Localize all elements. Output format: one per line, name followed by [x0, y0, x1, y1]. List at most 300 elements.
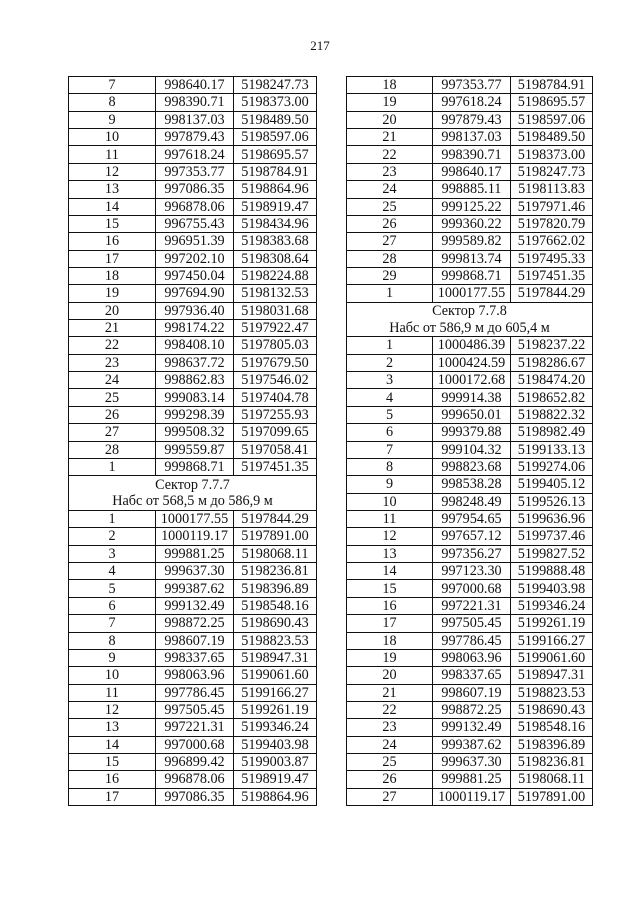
x-coordinate-cell: 997936.40	[156, 302, 234, 319]
x-coordinate-cell: 997954.65	[433, 510, 511, 527]
x-coordinate-cell: 999650.01	[433, 406, 511, 423]
table-row	[69, 163, 317, 180]
x-coordinate-cell: 998408.10	[156, 337, 234, 354]
table-row	[69, 285, 317, 302]
point-number-cell: 3	[347, 372, 433, 389]
x-coordinate-cell: 998063.96	[433, 649, 511, 666]
right-coordinates-body	[347, 77, 593, 806]
point-number-cell: 1	[347, 285, 433, 302]
table-row	[347, 510, 593, 527]
y-coordinate-cell: 5199061.60	[511, 649, 593, 666]
x-coordinate-cell: 999083.14	[156, 389, 234, 406]
table-row	[347, 111, 593, 128]
x-coordinate-cell: 998640.17	[156, 77, 234, 94]
x-coordinate-cell: 999813.74	[433, 250, 511, 267]
table-row	[69, 94, 317, 111]
y-coordinate-cell: 5197820.79	[511, 215, 593, 232]
x-coordinate-cell: 998607.19	[156, 632, 234, 649]
table-row	[69, 354, 317, 371]
x-coordinate-cell: 999881.25	[433, 771, 511, 788]
y-coordinate-cell: 5198396.89	[511, 736, 593, 753]
y-coordinate-cell: 5198919.47	[234, 771, 317, 788]
table-row	[347, 458, 593, 475]
y-coordinate-cell: 5199003.87	[234, 754, 317, 771]
x-coordinate-cell: 997618.24	[433, 94, 511, 111]
table-row	[69, 632, 317, 649]
y-coordinate-cell: 5197679.50	[234, 354, 317, 371]
y-coordinate-cell: 5198597.06	[234, 129, 317, 146]
table-row	[347, 181, 593, 198]
x-coordinate-cell: 998137.03	[433, 129, 511, 146]
x-coordinate-cell: 997353.77	[433, 77, 511, 94]
x-coordinate-cell: 997450.04	[156, 267, 234, 284]
x-coordinate-cell: 999589.82	[433, 233, 511, 250]
point-number-cell: 12	[69, 701, 156, 718]
point-number-cell: 16	[69, 771, 156, 788]
x-coordinate-cell: 998637.72	[156, 354, 234, 371]
x-coordinate-cell: 998248.49	[433, 493, 511, 510]
x-coordinate-cell: 998390.71	[156, 94, 234, 111]
y-coordinate-cell: 5198383.68	[234, 233, 317, 250]
table-row	[69, 215, 317, 232]
table-row	[347, 424, 593, 441]
table-row	[69, 146, 317, 163]
table-row	[347, 476, 593, 493]
y-coordinate-cell: 5199737.46	[511, 528, 593, 545]
point-number-cell: 7	[69, 77, 156, 94]
table-row	[347, 267, 593, 284]
y-coordinate-cell: 5198919.47	[234, 198, 317, 215]
table-row	[69, 337, 317, 354]
point-number-cell: 14	[69, 198, 156, 215]
y-coordinate-cell: 5198434.96	[234, 215, 317, 232]
x-coordinate-cell: 997123.30	[433, 563, 511, 580]
point-number-cell: 9	[347, 476, 433, 493]
y-coordinate-cell: 5198784.91	[511, 77, 593, 94]
x-coordinate-cell: 999387.62	[433, 736, 511, 753]
point-number-cell: 20	[347, 667, 433, 684]
point-number-cell: 14	[347, 563, 433, 580]
point-number-cell: 24	[69, 372, 156, 389]
x-coordinate-cell: 997086.35	[156, 788, 234, 805]
point-number-cell: 26	[69, 406, 156, 423]
y-coordinate-cell: 5198068.11	[511, 771, 593, 788]
x-coordinate-cell: 998640.17	[433, 163, 511, 180]
point-number-cell: 26	[347, 215, 433, 232]
x-coordinate-cell: 998885.11	[433, 181, 511, 198]
table-row	[69, 649, 317, 666]
table-row	[69, 580, 317, 597]
x-coordinate-cell: 998862.83	[156, 372, 234, 389]
x-coordinate-cell: 999881.25	[156, 545, 234, 562]
table-row	[347, 563, 593, 580]
y-coordinate-cell: 5199274.06	[511, 458, 593, 475]
x-coordinate-cell: 997505.45	[156, 701, 234, 718]
point-number-cell: 11	[347, 510, 433, 527]
y-coordinate-cell: 5197922.47	[234, 320, 317, 337]
table-row	[347, 528, 593, 545]
table-row	[347, 441, 593, 458]
x-coordinate-cell: 999104.32	[433, 441, 511, 458]
point-number-cell: 9	[69, 111, 156, 128]
x-coordinate-cell: 999387.62	[156, 580, 234, 597]
point-number-cell: 27	[347, 788, 433, 805]
table-row	[347, 94, 593, 111]
x-coordinate-cell: 1000486.39	[433, 337, 511, 354]
point-number-cell: 15	[69, 215, 156, 232]
table-row	[347, 337, 593, 354]
x-coordinate-cell: 997356.27	[433, 545, 511, 562]
y-coordinate-cell: 5198489.50	[511, 129, 593, 146]
table-row	[69, 233, 317, 250]
x-coordinate-cell: 1000119.17	[433, 788, 511, 805]
point-number-cell: 19	[69, 285, 156, 302]
y-coordinate-cell: 5197971.46	[511, 198, 593, 215]
y-coordinate-cell: 5198690.43	[511, 701, 593, 718]
y-coordinate-cell: 5198247.73	[234, 77, 317, 94]
x-coordinate-cell: 997879.43	[433, 111, 511, 128]
point-number-cell: 1	[69, 510, 156, 527]
y-coordinate-cell: 5197404.78	[234, 389, 317, 406]
table-row	[347, 163, 593, 180]
x-coordinate-cell: 999508.32	[156, 424, 234, 441]
x-coordinate-cell: 997000.68	[433, 580, 511, 597]
x-coordinate-cell: 999360.22	[433, 215, 511, 232]
y-coordinate-cell: 5198982.49	[511, 424, 593, 441]
y-coordinate-cell: 5198548.16	[511, 719, 593, 736]
y-coordinate-cell: 5199261.19	[511, 615, 593, 632]
x-coordinate-cell: 997505.45	[433, 615, 511, 632]
x-coordinate-cell: 998337.65	[156, 649, 234, 666]
point-number-cell: 22	[347, 701, 433, 718]
table-row	[347, 389, 593, 406]
table-row	[69, 372, 317, 389]
x-coordinate-cell: 996878.06	[156, 198, 234, 215]
x-coordinate-cell: 999132.49	[433, 719, 511, 736]
y-coordinate-cell: 5198864.96	[234, 181, 317, 198]
y-coordinate-cell: 5198695.57	[234, 146, 317, 163]
point-number-cell: 11	[69, 146, 156, 163]
table-row	[69, 615, 317, 632]
point-number-cell: 24	[347, 736, 433, 753]
table-row	[69, 563, 317, 580]
point-number-cell: 1	[69, 458, 156, 475]
y-coordinate-cell: 5197099.65	[234, 424, 317, 441]
table-row	[347, 736, 593, 753]
point-number-cell: 11	[69, 684, 156, 701]
y-coordinate-cell: 5197805.03	[234, 337, 317, 354]
table-row	[69, 736, 317, 753]
x-coordinate-cell: 996878.06	[156, 771, 234, 788]
point-number-cell: 27	[347, 233, 433, 250]
point-number-cell: 7	[69, 615, 156, 632]
point-number-cell: 6	[69, 597, 156, 614]
point-number-cell: 13	[347, 545, 433, 562]
point-number-cell: 18	[347, 632, 433, 649]
y-coordinate-cell: 5198224.88	[234, 267, 317, 284]
x-coordinate-cell: 1000424.59	[433, 354, 511, 371]
point-number-cell: 1	[347, 337, 433, 354]
y-coordinate-cell: 5198548.16	[234, 597, 317, 614]
table-row	[347, 649, 593, 666]
point-number-cell: 5	[69, 580, 156, 597]
y-coordinate-cell: 5198690.43	[234, 615, 317, 632]
y-coordinate-cell: 5197546.02	[234, 372, 317, 389]
table-row	[347, 597, 593, 614]
table-row	[69, 771, 317, 788]
sector-header: Набс от 586,9 м до 605,4 м	[347, 320, 593, 337]
table-row	[347, 545, 593, 562]
y-coordinate-cell: 5198864.96	[234, 788, 317, 805]
point-number-cell: 20	[347, 111, 433, 128]
point-number-cell: 9	[69, 649, 156, 666]
point-number-cell: 18	[69, 267, 156, 284]
y-coordinate-cell: 5197451.35	[511, 267, 593, 284]
point-number-cell: 8	[69, 632, 156, 649]
point-number-cell: 27	[69, 424, 156, 441]
y-coordinate-cell: 5198823.53	[511, 684, 593, 701]
y-coordinate-cell: 5197662.02	[511, 233, 593, 250]
x-coordinate-cell: 999637.30	[433, 754, 511, 771]
table-row	[347, 146, 593, 163]
page-number: 217	[310, 38, 330, 53]
y-coordinate-cell: 5198286.67	[511, 354, 593, 371]
point-number-cell: 8	[347, 458, 433, 475]
y-coordinate-cell: 5198236.81	[234, 563, 317, 580]
sector-header: Сектор 7.7.8	[347, 302, 593, 319]
y-coordinate-cell: 5198652.82	[511, 389, 593, 406]
table-row	[69, 788, 317, 805]
x-coordinate-cell: 997657.12	[433, 528, 511, 545]
point-number-cell: 10	[69, 667, 156, 684]
point-number-cell: 28	[69, 441, 156, 458]
table-row	[347, 754, 593, 771]
point-number-cell: 12	[69, 163, 156, 180]
table-row	[69, 754, 317, 771]
y-coordinate-cell: 5198947.31	[234, 649, 317, 666]
table-row	[347, 233, 593, 250]
y-coordinate-cell: 5198947.31	[511, 667, 593, 684]
table-row	[69, 701, 317, 718]
y-coordinate-cell: 5198068.11	[234, 545, 317, 562]
table-row	[69, 597, 317, 614]
x-coordinate-cell: 997221.31	[433, 597, 511, 614]
y-coordinate-cell: 5199133.13	[511, 441, 593, 458]
x-coordinate-cell: 997000.68	[156, 736, 234, 753]
table-row	[69, 181, 317, 198]
point-number-cell: 17	[69, 788, 156, 805]
point-number-cell: 19	[347, 94, 433, 111]
table-row	[347, 285, 593, 302]
table-row	[347, 615, 593, 632]
sector-header-row	[347, 320, 593, 337]
table-row	[347, 372, 593, 389]
point-number-cell: 25	[69, 389, 156, 406]
point-number-cell: 15	[347, 580, 433, 597]
x-coordinate-cell: 999125.22	[433, 198, 511, 215]
table-row	[69, 545, 317, 562]
point-number-cell: 23	[347, 719, 433, 736]
table-row	[347, 77, 593, 94]
x-coordinate-cell: 998337.65	[433, 667, 511, 684]
point-number-cell: 7	[347, 441, 433, 458]
x-coordinate-cell: 999559.87	[156, 441, 234, 458]
table-row	[69, 406, 317, 423]
x-coordinate-cell: 998823.68	[433, 458, 511, 475]
point-number-cell: 28	[347, 250, 433, 267]
sector-header-row	[69, 476, 317, 493]
table-row	[69, 250, 317, 267]
y-coordinate-cell: 5199166.27	[511, 632, 593, 649]
table-row	[347, 406, 593, 423]
y-coordinate-cell: 5199346.24	[511, 597, 593, 614]
table-row	[69, 684, 317, 701]
point-number-cell: 25	[347, 198, 433, 215]
y-coordinate-cell: 5197451.35	[234, 458, 317, 475]
point-number-cell: 17	[69, 250, 156, 267]
y-coordinate-cell: 5198695.57	[511, 94, 593, 111]
point-number-cell: 24	[347, 181, 433, 198]
y-coordinate-cell: 5198784.91	[234, 163, 317, 180]
table-row	[347, 198, 593, 215]
x-coordinate-cell: 997786.45	[156, 684, 234, 701]
y-coordinate-cell: 5198373.00	[234, 94, 317, 111]
point-number-cell: 13	[69, 181, 156, 198]
y-coordinate-cell: 5198132.53	[234, 285, 317, 302]
x-coordinate-cell: 998872.25	[156, 615, 234, 632]
y-coordinate-cell: 5199403.98	[234, 736, 317, 753]
y-coordinate-cell: 5199526.13	[511, 493, 593, 510]
point-number-cell: 3	[69, 545, 156, 562]
x-coordinate-cell: 997353.77	[156, 163, 234, 180]
y-coordinate-cell: 5199061.60	[234, 667, 317, 684]
x-coordinate-cell: 1000172.68	[433, 372, 511, 389]
x-coordinate-cell: 1000119.17	[156, 528, 234, 545]
table-row	[69, 667, 317, 684]
y-coordinate-cell: 5198597.06	[511, 111, 593, 128]
right-coordinates-column	[346, 76, 592, 806]
table-row	[347, 667, 593, 684]
y-coordinate-cell: 5198236.81	[511, 754, 593, 771]
x-coordinate-cell: 999637.30	[156, 563, 234, 580]
y-coordinate-cell: 5197844.29	[234, 510, 317, 527]
table-row	[69, 441, 317, 458]
x-coordinate-cell: 998607.19	[433, 684, 511, 701]
x-coordinate-cell: 999132.49	[156, 597, 234, 614]
table-row	[69, 302, 317, 319]
point-number-cell: 17	[347, 615, 433, 632]
y-coordinate-cell: 5198247.73	[511, 163, 593, 180]
x-coordinate-cell: 997221.31	[156, 719, 234, 736]
y-coordinate-cell: 5199261.19	[234, 701, 317, 718]
point-number-cell: 14	[69, 736, 156, 753]
table-row	[69, 77, 317, 94]
table-row	[347, 701, 593, 718]
point-number-cell: 29	[347, 267, 433, 284]
sector-header: Сектор 7.7.7	[69, 476, 317, 493]
table-row	[347, 684, 593, 701]
y-coordinate-cell: 5198823.53	[234, 632, 317, 649]
point-number-cell: 21	[347, 684, 433, 701]
y-coordinate-cell: 5197891.00	[234, 528, 317, 545]
point-number-cell: 8	[69, 94, 156, 111]
y-coordinate-cell: 5197058.41	[234, 441, 317, 458]
point-number-cell: 19	[347, 649, 433, 666]
point-number-cell: 4	[69, 563, 156, 580]
x-coordinate-cell: 999868.71	[156, 458, 234, 475]
x-coordinate-cell: 999298.39	[156, 406, 234, 423]
point-number-cell: 5	[347, 406, 433, 423]
point-number-cell: 10	[347, 493, 433, 510]
point-number-cell: 13	[69, 719, 156, 736]
x-coordinate-cell: 996951.39	[156, 233, 234, 250]
y-coordinate-cell: 5198373.00	[511, 146, 593, 163]
y-coordinate-cell: 5198489.50	[234, 111, 317, 128]
x-coordinate-cell: 1000177.55	[433, 285, 511, 302]
table-row	[69, 129, 317, 146]
point-number-cell: 21	[347, 129, 433, 146]
y-coordinate-cell: 5199827.52	[511, 545, 593, 562]
y-coordinate-cell: 5198308.64	[234, 250, 317, 267]
point-number-cell: 23	[69, 354, 156, 371]
table-row	[347, 129, 593, 146]
y-coordinate-cell: 5197495.33	[511, 250, 593, 267]
x-coordinate-cell: 998390.71	[433, 146, 511, 163]
point-number-cell: 16	[69, 233, 156, 250]
table-row	[69, 528, 317, 545]
x-coordinate-cell: 997086.35	[156, 181, 234, 198]
left-coordinates-table	[68, 76, 317, 806]
table-row	[347, 632, 593, 649]
y-coordinate-cell: 5199166.27	[234, 684, 317, 701]
y-coordinate-cell: 5199346.24	[234, 719, 317, 736]
table-row	[347, 354, 593, 371]
x-coordinate-cell: 998174.22	[156, 320, 234, 337]
right-coordinates-table	[346, 76, 593, 806]
point-number-cell: 2	[69, 528, 156, 545]
y-coordinate-cell: 5197255.93	[234, 406, 317, 423]
sector-header-row	[69, 493, 317, 510]
table-row	[347, 215, 593, 232]
table-row	[347, 250, 593, 267]
table-row	[69, 424, 317, 441]
table-row	[347, 771, 593, 788]
point-number-cell: 23	[347, 163, 433, 180]
table-row	[347, 788, 593, 805]
point-number-cell: 22	[347, 146, 433, 163]
point-number-cell: 15	[69, 754, 156, 771]
table-row	[69, 510, 317, 527]
point-number-cell: 18	[347, 77, 433, 94]
x-coordinate-cell: 999914.38	[433, 389, 511, 406]
x-coordinate-cell: 999868.71	[433, 267, 511, 284]
table-row	[69, 458, 317, 475]
x-coordinate-cell: 997694.90	[156, 285, 234, 302]
sector-header: Набс от 568,5 м до 586,9 м	[69, 493, 317, 510]
x-coordinate-cell: 997879.43	[156, 129, 234, 146]
table-row	[69, 389, 317, 406]
table-row	[347, 493, 593, 510]
point-number-cell: 26	[347, 771, 433, 788]
point-number-cell: 10	[69, 129, 156, 146]
table-row	[347, 580, 593, 597]
table-row	[69, 111, 317, 128]
y-coordinate-cell: 5198396.89	[234, 580, 317, 597]
table-row	[69, 320, 317, 337]
sector-header-row	[347, 302, 593, 319]
table-row	[69, 719, 317, 736]
y-coordinate-cell: 5199403.98	[511, 580, 593, 597]
